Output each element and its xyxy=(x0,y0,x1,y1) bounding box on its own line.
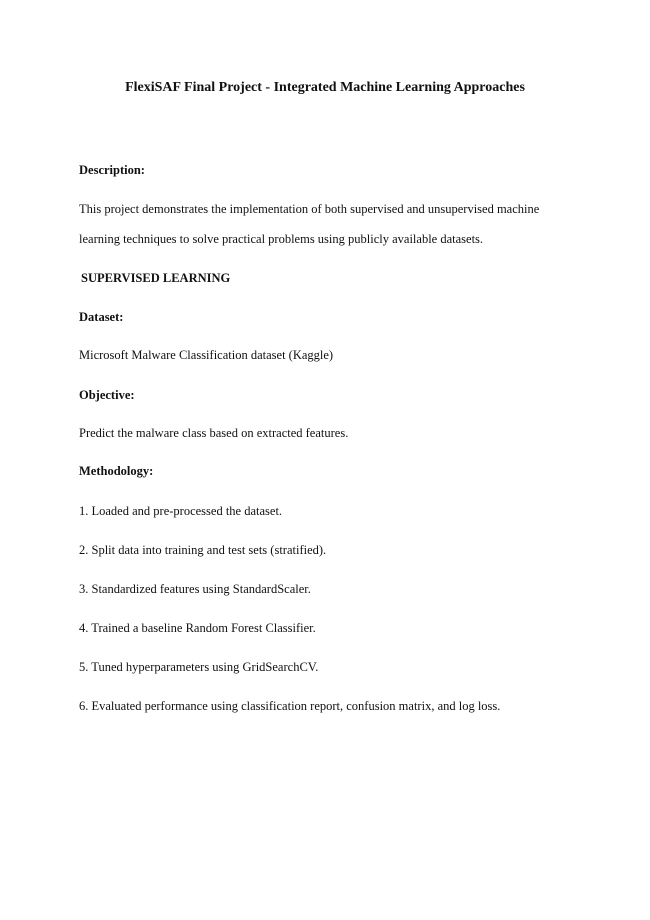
supervised-learning-heading: SUPERVISED LEARNING xyxy=(81,271,231,285)
methodology-step-4: 4. Trained a baseline Random Forest Classifier. xyxy=(79,621,316,635)
methodology-step-5: 5. Tuned hyperparameters using GridSearchCV. xyxy=(79,660,319,674)
description-paragraph: This project demonstrates the implementation of both supervised and unsupervised machine learning techniques to solve practical problems using publicly available datasets. xyxy=(79,202,540,246)
objective-heading: Objective: xyxy=(79,388,135,402)
methodology-heading: Methodology: xyxy=(79,464,154,478)
methodology-step-2: 2. Split data into training and test sets (stratified). xyxy=(79,543,327,557)
methodology-step-6: 6. Evaluated performance using classification report, confusion matrix, and log loss. xyxy=(79,699,501,713)
document-title: FlexiSAF Final Project - Integrated Machine Learning Approaches xyxy=(125,80,525,95)
description-heading: Description: xyxy=(79,163,145,177)
objective-text: Predict the malware class based on extracted features. xyxy=(79,426,349,440)
methodology-step-3: 3. Standardized features using StandardScaler. xyxy=(79,582,311,596)
methodology-step-1: 1. Loaded and pre-processed the dataset. xyxy=(79,504,283,518)
dataset-text: Microsoft Malware Classification dataset (Kaggle) xyxy=(79,348,334,362)
dataset-heading: Dataset: xyxy=(79,310,124,324)
